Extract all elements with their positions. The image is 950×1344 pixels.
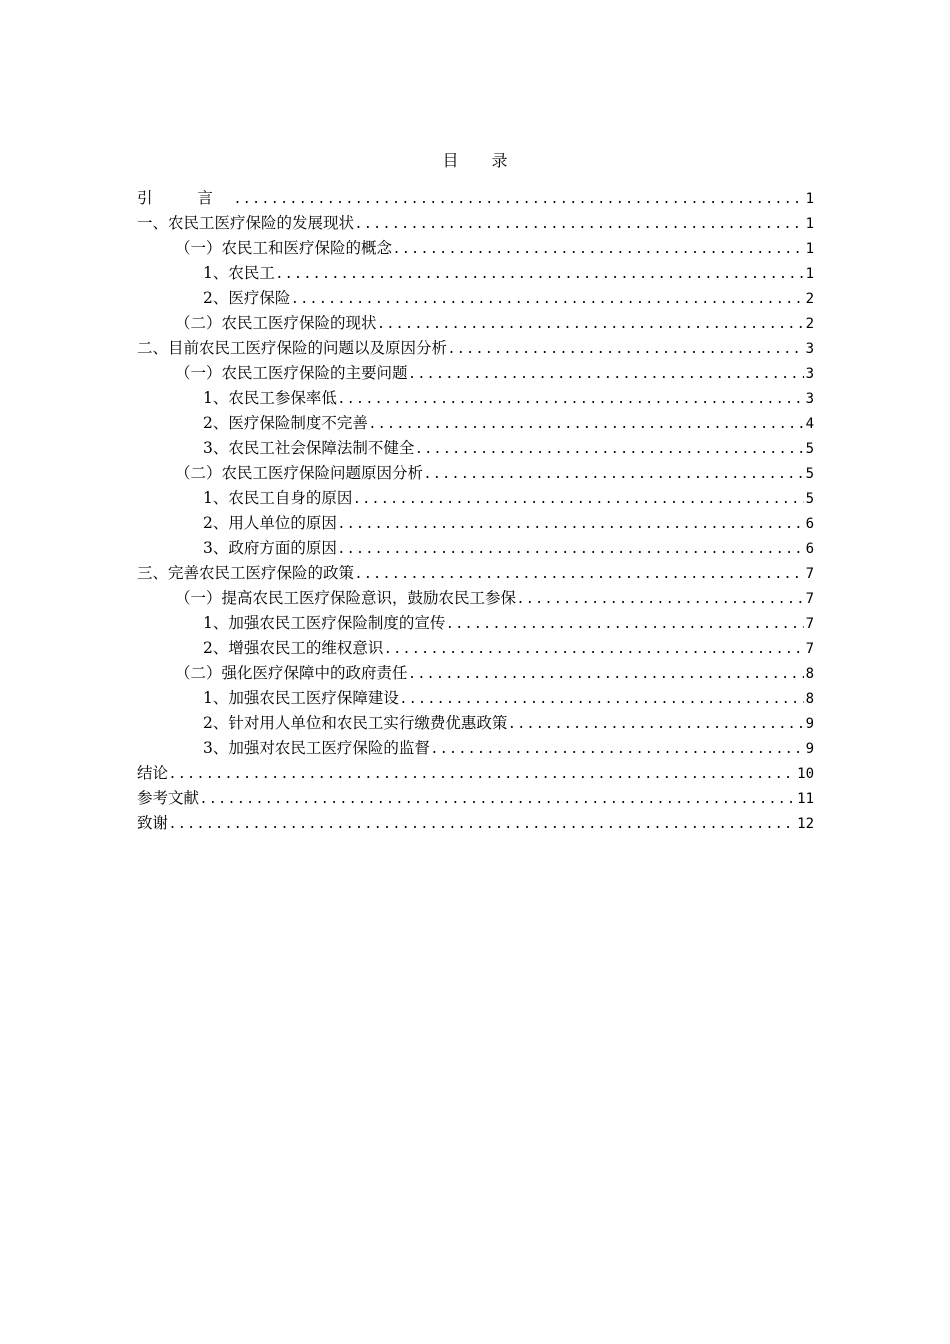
toc-dot-leader <box>370 411 804 436</box>
toc-entry-label: 1、农民工 <box>203 264 275 282</box>
toc-dot-leader <box>356 211 804 236</box>
toc-entry[interactable] <box>137 211 814 236</box>
toc-entry-label: （一）农民工和医疗保险的概念 <box>175 239 393 257</box>
toc-dot-leader <box>379 311 804 336</box>
toc-entry-page-number: 5 <box>805 491 814 507</box>
toc-entry-label: 2、用人单位的原因 <box>203 514 337 532</box>
toc-dot-leader <box>410 661 804 686</box>
toc-entry-page-number: 9 <box>805 741 814 757</box>
toc-entry[interactable] <box>137 686 814 711</box>
toc-entry-label: 1、加强农民工医疗保障建设 <box>203 689 399 707</box>
toc-dot-leader <box>447 611 803 636</box>
toc-entry[interactable] <box>137 411 814 436</box>
toc-entry-label: 1、农民工自身的原因 <box>203 489 353 507</box>
toc-dot-leader <box>292 286 803 311</box>
toc-entry-label: 1、农民工参保率低 <box>203 389 337 407</box>
toc-entry-page-number: 5 <box>805 466 814 482</box>
toc-entry-page-number: 7 <box>805 641 814 657</box>
toc-entry[interactable] <box>137 711 814 736</box>
toc-entry[interactable] <box>137 811 814 836</box>
toc-entry-label: （二）强化医疗保障中的政府责任 <box>175 664 408 682</box>
toc-dot-leader <box>339 386 804 411</box>
toc-entry-label: 参考文献 <box>137 789 200 807</box>
toc-entry-page-number: 6 <box>805 516 814 532</box>
toc-dot-leader <box>432 736 804 761</box>
toc-dot-leader <box>354 486 803 511</box>
toc-entry[interactable] <box>137 286 814 311</box>
toc-entry-page-number: 1 <box>805 266 814 282</box>
toc-dot-leader <box>416 436 803 461</box>
toc-entry[interactable] <box>137 611 814 636</box>
toc-entry-label: 结论 <box>137 764 169 782</box>
toc-entry[interactable] <box>137 236 814 261</box>
toc-entry[interactable] <box>137 636 814 661</box>
toc-dot-leader <box>235 186 804 211</box>
toc-entry[interactable] <box>137 436 814 461</box>
toc-entry-label: （二）农民工医疗保险问题原因分析 <box>175 464 424 482</box>
toc-entry-label: 三、完善农民工医疗保险的政策 <box>137 564 355 582</box>
toc-entry-label: 2、针对用人单位和农民工实行缴费优惠政策 <box>203 714 508 732</box>
toc-entry-page-number: 9 <box>805 716 814 732</box>
toc-entry[interactable] <box>137 561 814 586</box>
toc-entry-label: 2、医疗保险制度不完善 <box>203 414 368 432</box>
toc-entry-page-number: 7 <box>805 616 814 632</box>
toc-dot-leader <box>518 586 804 611</box>
toc-entry[interactable] <box>137 336 814 361</box>
toc-entry-label: 3、政府方面的原因 <box>203 539 337 557</box>
toc-entry-page-number: 3 <box>805 341 814 357</box>
toc-entry[interactable] <box>137 536 814 561</box>
toc-dot-leader <box>401 686 804 711</box>
toc-entry-page-number: 3 <box>805 391 814 407</box>
toc-entry-label: （一）农民工医疗保险的主要问题 <box>175 364 408 382</box>
toc-dot-leader <box>339 511 804 536</box>
toc-entry[interactable] <box>137 361 814 386</box>
toc-entry-page-number: 4 <box>805 416 814 432</box>
toc-entry[interactable] <box>137 786 814 811</box>
toc-entry-label: 二、目前农民工医疗保险的问题以及原因分析 <box>137 339 448 357</box>
toc-entry-page-number: 1 <box>805 191 814 207</box>
toc-dot-leader <box>410 361 804 386</box>
toc-entry[interactable] <box>137 486 814 511</box>
toc-entry-label: 1、加强农民工医疗保险制度的宣传 <box>203 614 446 632</box>
toc-entry[interactable] <box>137 186 814 211</box>
toc-entry[interactable] <box>137 761 814 786</box>
toc-entry-label: 一、农民工医疗保险的发展现状 <box>137 214 355 232</box>
toc-entry-page-number: 8 <box>805 691 814 707</box>
toc-entry-page-number: 1 <box>805 241 814 257</box>
toc-entry[interactable] <box>137 261 814 286</box>
toc-title: 目 录 <box>442 151 522 170</box>
toc-entry-page-number: 7 <box>805 591 814 607</box>
toc-entry-page-number: 6 <box>805 541 814 557</box>
toc-entry-page-number: 2 <box>805 291 814 307</box>
toc-entry-label: 3、农民工社会保障法制不健全 <box>203 439 415 457</box>
toc-dot-leader <box>449 336 804 361</box>
toc-entry-page-number: 3 <box>805 366 814 382</box>
toc-entry[interactable] <box>137 386 814 411</box>
toc-entry-page-number: 1 <box>805 216 814 232</box>
toc-dot-leader <box>385 636 803 661</box>
toc-entry-label: 2、增强农民工的维权意识 <box>203 639 384 657</box>
toc-entry[interactable] <box>137 586 814 611</box>
toc-entry-page-number: 12 <box>797 816 814 832</box>
toc-dot-leader <box>425 461 804 486</box>
toc-entry-page-number: 8 <box>805 666 814 682</box>
toc-entry-page-number: 10 <box>797 766 814 782</box>
toc-entry-label: 2、医疗保险 <box>203 289 291 307</box>
toc-entry-label: （二）农民工医疗保险的现状 <box>175 314 377 332</box>
toc-entry[interactable] <box>137 461 814 486</box>
toc-dot-leader <box>277 261 804 286</box>
toc-dot-leader <box>339 536 804 561</box>
toc-entry[interactable] <box>137 736 814 761</box>
toc-entry-label: 致谢 <box>137 814 169 832</box>
toc-dot-leader <box>170 761 795 786</box>
toc-entry[interactable] <box>137 661 814 686</box>
toc-entry[interactable] <box>137 311 814 336</box>
toc-entry-label: 引 言 <box>137 189 233 207</box>
toc-entry[interactable] <box>137 511 814 536</box>
toc-entry-page-number: 5 <box>805 441 814 457</box>
toc-dot-leader <box>509 711 803 736</box>
table-of-contents <box>137 186 814 836</box>
toc-entry-label: （一）提高农民工医疗保险意识，鼓励农民工参保 <box>175 589 517 607</box>
toc-entry-label: 3、加强对农民工医疗保险的监督 <box>203 739 430 757</box>
toc-dot-leader <box>170 811 795 836</box>
toc-dot-leader <box>394 236 804 261</box>
toc-dot-leader <box>201 786 795 811</box>
toc-entry-page-number: 2 <box>805 316 814 332</box>
toc-entry-page-number: 11 <box>797 791 814 807</box>
toc-entry-page-number: 7 <box>805 566 814 582</box>
toc-dot-leader <box>356 561 804 586</box>
